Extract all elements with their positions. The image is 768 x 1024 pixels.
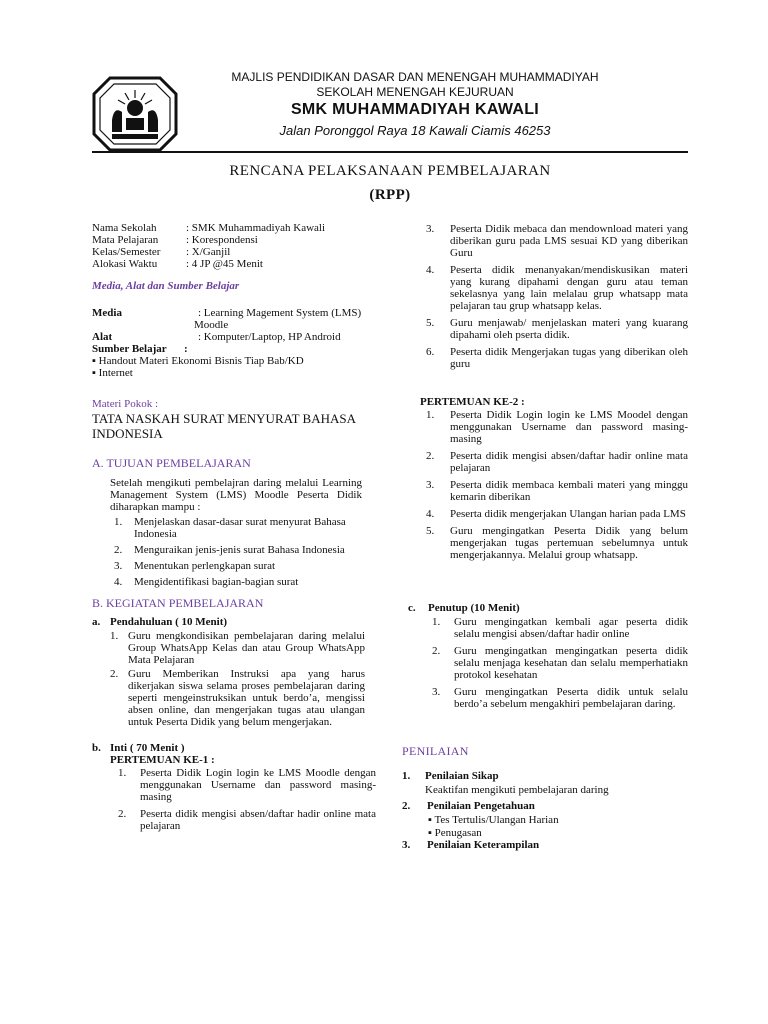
penilaian-heading: PENILAIAN bbox=[402, 744, 469, 758]
penutup-list bbox=[432, 616, 688, 715]
header-divider bbox=[92, 151, 688, 153]
list-item: 2. Guru Memberikan Instruksi apa yang harus dikerjakan siswa selama proses pembelajaran daring seperti mengeinstruksikan untuk berdo’a, mengissi absen online, dan mengerjakan tugas atau ulangan untuk Peserta Didik yang belum mengerjakan. bbox=[110, 668, 365, 728]
pengetahuan-item: ▪ Tes Tertulis/Ulangan Harian bbox=[428, 814, 559, 826]
identity-label: Nama Sekolah bbox=[92, 222, 157, 234]
list-item: 2. Peserta didik mengisi absen/daftar hadir online mata pelajaran bbox=[426, 450, 688, 474]
list-item: 1. Guru mengingatkan kembali agar peserta didik selalu mengisi absen/daftar hadir online bbox=[432, 616, 688, 640]
list-item: 4. Mengidentifikasi bagian-bagian surat bbox=[114, 576, 299, 588]
pertemuan2-list bbox=[426, 409, 688, 566]
pengetahuan-item: ▪ Penugasan bbox=[428, 827, 482, 839]
school-logo bbox=[92, 76, 178, 152]
list-item: 3. Guru mengingatkan Peserta didik untuk selalu berdo’a sebelum mengakhiri pembelajaran daring. bbox=[432, 686, 688, 710]
pertemuan1-list-cont bbox=[426, 223, 688, 375]
header-line1: MAJLIS PENDIDIKAN DASAR DAN MENENGAH MUHAMMADIYAH bbox=[231, 70, 599, 84]
kegiatan-heading: B. KEGIATAN PEMBELAJARAN bbox=[92, 596, 264, 610]
list-item: 3. Menentukan perlengkapan surat bbox=[114, 560, 276, 572]
identity-label: Alokasi Waktu bbox=[92, 258, 158, 270]
identity-value: : X/Ganjil bbox=[186, 246, 231, 258]
list-item: 2. Guru mengingatkan mengingatkan peserta didik selalu menjaga kesehatan dan selalu memperhatiakn protokol kesehatan bbox=[432, 645, 688, 681]
bullet-icon: ▪ bbox=[428, 827, 435, 839]
alat-label: Alat bbox=[92, 331, 113, 343]
identity-value: : SMK Muhammadiyah Kawali bbox=[186, 222, 326, 234]
materi-title: TATA NASKAH SURAT MENYURAT BAHASA INDONESIA bbox=[92, 411, 356, 441]
pertemuan1-list bbox=[118, 767, 376, 837]
pendahuluan-label: Pendahuluan ( 10 Menit) bbox=[110, 616, 228, 628]
media-block bbox=[92, 307, 392, 379]
pertemuan1-label: PERTEMUAN KE-1 : bbox=[110, 754, 215, 766]
identity-row bbox=[92, 258, 382, 270]
header-line2: SEKOLAH MENENGAH KEJURUAN bbox=[316, 85, 514, 99]
pendahuluan-letter: a. bbox=[92, 616, 101, 628]
inti-label: Inti ( 70 Menit ) bbox=[110, 742, 185, 754]
sumber-colon: : bbox=[184, 343, 188, 355]
bullet-icon: ▪ bbox=[92, 355, 99, 367]
identity-label: Mata Pelajaran bbox=[92, 234, 159, 246]
penilaian-sikap: 1. Penilaian Sikap bbox=[402, 770, 499, 782]
alat-value: : Komputer/Laptop, HP Android bbox=[198, 331, 341, 343]
identity-value: : 4 JP @45 Menit bbox=[186, 258, 263, 270]
list-item: 5. Guru menjawab/ menjelaskan materi yang kuarang dipahami oleh pserta didik. bbox=[426, 317, 688, 341]
list-item: 4. Peserta didik mengerjakan Ulangan harian pada LMS bbox=[426, 508, 686, 520]
inti-letter: b. bbox=[92, 742, 101, 754]
list-item: 1. Guru mengkondisikan pembelajaran daring melalui Group WhatsApp Kelas dan atau Group WhatsApp Mata Pelajaran bbox=[110, 630, 365, 666]
list-item: 3. Peserta didik membaca kembali materi yang minggu kemarin diberikan bbox=[426, 479, 688, 503]
identity-row bbox=[92, 246, 382, 258]
materi-label: Materi Pokok : bbox=[92, 398, 158, 410]
bullet-icon: ▪ bbox=[92, 367, 99, 379]
media-value: : Learning Magement System (LMS) bbox=[198, 307, 362, 319]
penilaian-block bbox=[402, 770, 688, 851]
penutup-letter: c. bbox=[408, 602, 416, 614]
list-item: 6. Peserta didik Mengerjakan tugas yang diberikan oleh guru bbox=[426, 346, 688, 370]
sumber-label: Sumber Belajar bbox=[92, 343, 167, 355]
identity-row bbox=[92, 234, 382, 246]
pertemuan2-label: PERTEMUAN KE-2 : bbox=[420, 396, 525, 408]
identity-table bbox=[92, 222, 382, 270]
list-item: 3. Peserta Didik mebaca dan mendownload materi yang diberikan guru pada LMS sesuai KD yang diberikan Guru bbox=[426, 223, 688, 259]
penilaian-keterampilan: 3. Penilaian Keterampilan bbox=[402, 839, 540, 851]
list-item: 1. Peserta Didik Login login ke LMS Moodel dengan menggunakan Username dan password masing-masing bbox=[426, 409, 688, 445]
penilaian-sikap-text: Keaktifan mengikuti pembelajaran daring bbox=[425, 784, 609, 796]
sumber-item: ▪ Internet bbox=[92, 367, 133, 379]
media-value-cont: Moodle bbox=[194, 319, 229, 331]
list-item: 1. Peserta Didik Login login ke LMS Moodle dengan menggunakan Username dan password masing-masing bbox=[118, 767, 376, 803]
tujuan-heading: A. TUJUAN PEMBELAJARAN bbox=[92, 456, 251, 470]
pendahuluan-list bbox=[110, 630, 365, 733]
tujuan-list bbox=[114, 516, 364, 592]
list-item: 1. Menjelaskan dasar-dasar surat menyurat Bahasa Indonesia bbox=[114, 516, 346, 540]
bullet-icon: ▪ bbox=[428, 814, 435, 826]
tujuan-intro: Setelah mengikuti pembelajran daring melalui Learning Management System (LMS) Moodle Peserta Didik diharapkan mampu : bbox=[110, 477, 362, 513]
identity-value: : Korespondensi bbox=[186, 234, 258, 246]
media-heading: Media, Alat dan Sumber Belajar bbox=[92, 280, 240, 292]
list-item: 2. Peserta didik mengisi absen/daftar hadir online mata pelajaran bbox=[118, 808, 376, 832]
media-label: Media bbox=[92, 307, 122, 319]
document-title: RENCANA PELAKSANAAN PEMBELAJARAN bbox=[229, 163, 551, 179]
list-item: 2. Menguraikan jenis-jenis surat Bahasa Indonesia bbox=[114, 544, 345, 556]
list-item: 5. Guru mengingatkan Peserta Didik yang belum mengerjakan tugas pertemuan sebelumnya untuk mengerjakannya. Melalui group whatsapp. bbox=[426, 525, 688, 561]
school-name: SMK MUHAMMADIYAH KAWALI bbox=[290, 101, 540, 118]
penilaian-pengetahuan: 2. Penilaian Pengetahuan bbox=[402, 800, 535, 812]
identity-label: Kelas/Semester bbox=[92, 246, 161, 258]
school-address: Jalan Poronggol Raya 18 Kawali Ciamis 46253 bbox=[279, 123, 551, 138]
document-subtitle: (RPP) bbox=[369, 187, 411, 203]
list-item: 4. Peserta didik menanyakan/mendiskusikan materi yang kurang dipahami dengan guru atau teman sekelasnya yang lain melalau grup whatsapp mata pelajaran tau grup whatsapp kelas. bbox=[426, 264, 688, 312]
sumber-item: ▪ Handout Materi Ekonomi Bisnis Tiap Bab/KD bbox=[92, 355, 304, 367]
penutup-label: Penutup (10 Menit) bbox=[428, 602, 520, 614]
identity-row bbox=[92, 222, 382, 234]
